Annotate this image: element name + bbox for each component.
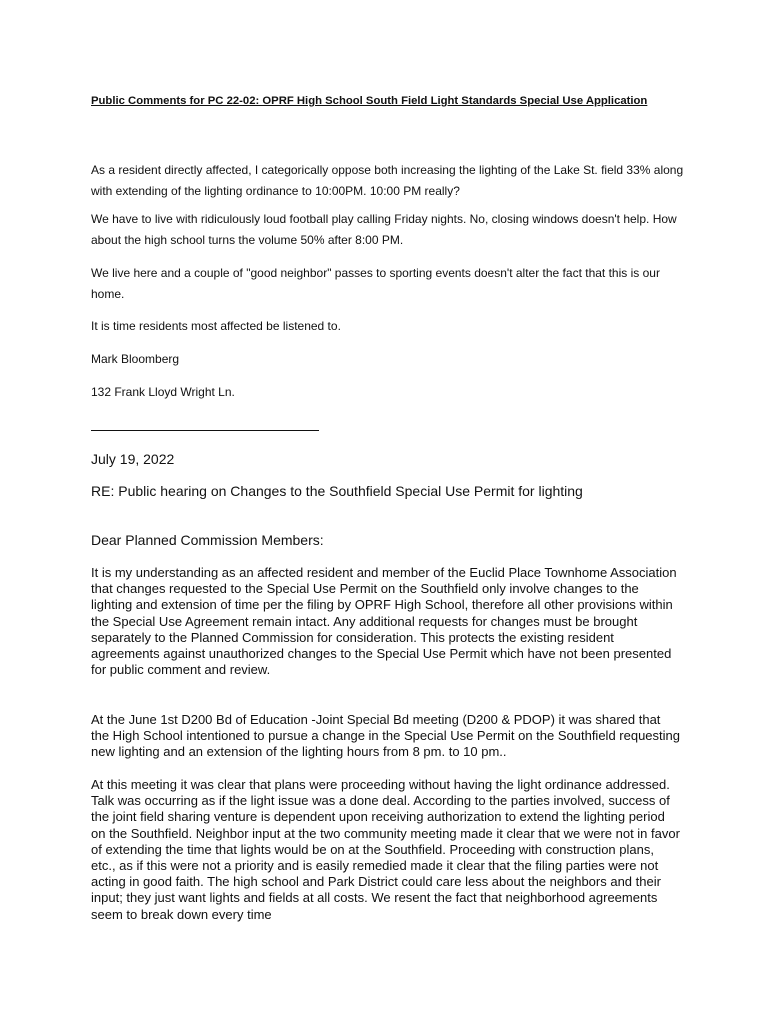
comment1-paragraph-3: We live here and a couple of "good neighbor" passes to sporting events doesn't alter the fact that this is our home. [91,266,660,301]
commenter-address: 132 Frank Lloyd Wright Ln. [91,385,235,399]
comment1-paragraph-2: We have to live with ridiculously loud football play calling Friday nights. No, closing windows doesn't help. How about the high school turns the volume 50% after 8:00 PM. [91,212,677,247]
separator-line [91,430,319,431]
comment1-paragraph-4: It is time residents most affected be listened to. [91,319,341,333]
letter-salutation: Dear Planned Commission Members: [91,532,324,548]
document-title: Public Comments for PC 22-02: OPRF High School South Field Light Standards Special Use Application [91,95,648,107]
letter-subject: RE: Public hearing on Changes to the Southfield Special Use Permit for lighting [91,483,583,499]
letter-paragraph-2: At the June 1st D200 Bd of Education -Joint Special Bd meeting (D200 & PDOP) it was shared that the High School intentioned to pursue a change in the Special Use Permit on the Southfield requesting new lighting and an extension of the lighting hours from 8 pm. to 10 pm.. [91,712,680,760]
comment1-paragraph-1: As a resident directly affected, I categorically oppose both increasing the lighting of the Lake St. field 33% along with extending of the lighting ordinance to 10:00PM. 10:00 PM really? [91,163,684,198]
commenter-name: Mark Bloomberg [91,352,180,366]
letter-paragraph-1: It is my understanding as an affected resident and member of the Euclid Place Townhome Association that changes requested to the Special Use Permit on the Southfield only involve changes to the lighting and extension of time per the filing by OPRF High School, therefore all other provisions within the Special Use Agreement remain intact. Any additional requests for changes must be brought separately to the Planned Commission for consideration. This protects the existing resident agreements against unauthorized changes to the Special Use Permit which have not been presented for public comment and review. [91,565,677,678]
letter-paragraph-3: At this meeting it was clear that plans were proceeding without having the light ordinance addressed. Talk was occurring as if the light issue was a done deal. According to the parties involved, success of the joint field sharing venture is dependent upon receiving authorization to extend the lighting period on the Southfield. Neighbor input at the two community meeting made it clear that we were not in favor of extending the time that lights would be on at the Southfield. Proceeding with construction plans, etc., as if this were not a priority and is easily remedied made it clear that the filing parties were not acting in good faith. The high school and Park District could care less about the neighbors and their input; they just want lights and fields at all costs. We resent the fact that neighborhood agreements seem to break down every time [91,777,680,922]
letter-date: July 19, 2022 [91,451,175,467]
